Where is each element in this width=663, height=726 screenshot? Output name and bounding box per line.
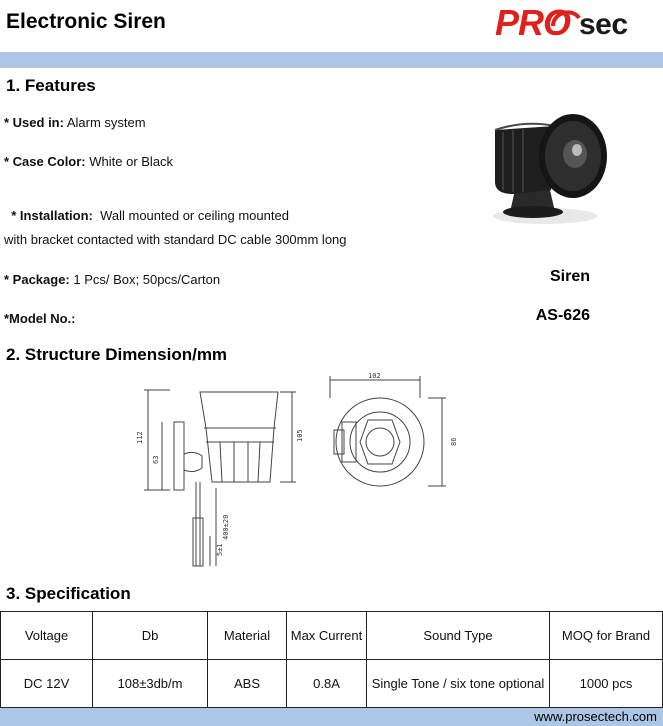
installation-label: * Installation: xyxy=(11,208,93,223)
used-in-line xyxy=(4,115,146,130)
cell-voltage: DC 12V xyxy=(1,660,93,708)
installation-line xyxy=(4,193,289,223)
cell-db: 108±3db/m xyxy=(93,660,208,708)
structure-heading: 2. Structure Dimension/mm xyxy=(6,345,228,364)
col-voltage: Voltage xyxy=(1,612,93,660)
dim-height-body: 105 xyxy=(296,429,304,442)
siren-product-image xyxy=(455,90,635,230)
specification-heading: 3. Specification xyxy=(6,584,131,603)
specification-table xyxy=(0,611,663,708)
installation-note: with bracket contacted with standard DC cable 300mm long xyxy=(4,232,347,247)
col-moq: MOQ for Brand xyxy=(550,612,663,660)
col-material: Material xyxy=(208,612,287,660)
package-value: 1 Pcs/ Box; 50pcs/Carton xyxy=(69,272,221,287)
used-in-label: * Used in: xyxy=(4,115,64,130)
case-color-line xyxy=(4,154,173,169)
dim-diameter: 86 xyxy=(450,437,458,446)
dim-cable-length: 400±20 xyxy=(222,514,230,540)
cell-moq: 1000 pcs xyxy=(550,660,663,708)
brand-logo: PRO sec xyxy=(495,2,628,43)
case-color-value: White or Black xyxy=(85,154,174,169)
features-heading: 1. Features xyxy=(6,76,96,95)
website-link[interactable]: www.prosectech.com xyxy=(534,709,657,724)
model-number: AS-626 xyxy=(535,307,590,324)
table-row xyxy=(1,660,663,708)
cell-sound-type: Single Tone / six tone optional xyxy=(367,660,550,708)
dim-height-mount: 63 xyxy=(152,455,160,464)
dim-wire-end: 5±1 xyxy=(216,543,224,556)
cell-material: ABS xyxy=(208,660,287,708)
used-in-value: Alarm system xyxy=(63,115,146,130)
header-band xyxy=(0,52,663,68)
model-label: *Model No.: xyxy=(4,311,76,326)
case-color-label: * Case Color: xyxy=(4,154,86,169)
cell-max-current: 0.8A xyxy=(287,660,367,708)
col-db: Db xyxy=(93,612,208,660)
product-name: Siren xyxy=(549,268,590,285)
col-max-current: Max Current xyxy=(287,612,367,660)
document-title: Electronic Siren xyxy=(6,10,166,33)
dimension-drawing xyxy=(130,370,470,580)
installation-value: Wall mounted or ceiling mounted xyxy=(92,208,289,223)
package-label: * Package: xyxy=(4,272,70,287)
table-header-row xyxy=(1,612,663,660)
dim-height-overall: 112 xyxy=(136,431,144,444)
package-line xyxy=(4,272,220,287)
model-line xyxy=(4,311,76,326)
dim-width-top: 102 xyxy=(368,372,381,380)
col-sound-type: Sound Type xyxy=(367,612,550,660)
